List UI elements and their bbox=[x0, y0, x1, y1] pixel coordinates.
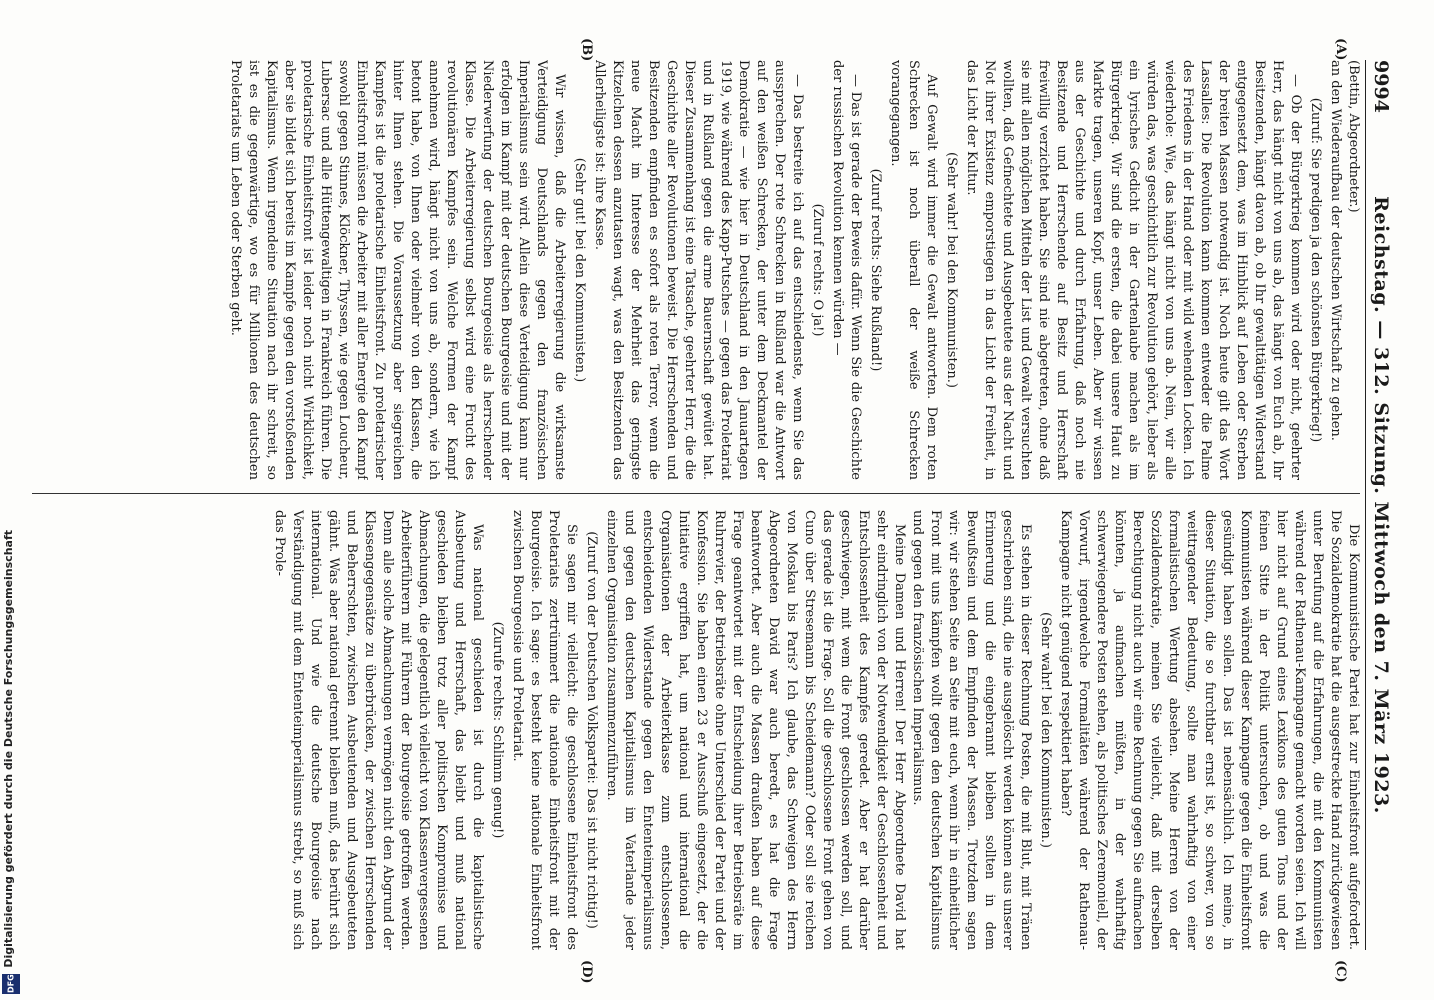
paragraph: Die Kommunistische Partei hat zur Einheitsfront aufgefordert. Die Sozialdemokratie hat die ausgestreckte Hand zurückgewiesen unter Berufung auf die Erfahrungen, die mit den Kommunisten während der Rathenau-Kampagne gemacht worden seien. Ich will hier nicht auf Grund eines Lexikons des guten Tons und der feinen Sitte in der Politik untersuchen, ob und was die Kommunisten während dieser Kampagne gegen die Einheitsfront gesündigt haben sollen. Das ist nebensächlich. Ich meine, in dieser Situation, die so furchtbar ernst ist, so schwer, von so weittragender Bedeutung, sollte man wahrhaftig von einer formalistischen Wertung absehen. Meine Herren von der Sozialdemokratie, meinen Sie vielleicht, daß mit derselben Berechtigung nicht auch wir eine Rechnung gegen Sie aufmachen könnten, ja aufmachen müßten, in der wahrhaftig schwerwiegendere Posten stehen, als politisches Zeremoniell, der Vorwurf, irgendwelche Formalitäten während der Rathenau-Kampagne nicht genügend respektiert haben? bbox=[1058, 510, 1361, 950]
interjection: (Zuruf: Sie predigen ja den schönsten Bürgerkrieg!) bbox=[1308, 97, 1323, 443]
page-number: 9994 bbox=[1370, 60, 1392, 113]
left-column bbox=[32, 60, 1362, 480]
paragraph: — Ob der Bürgerkrieg kommen wird oder nicht, geehrter Herr, das hängt nicht von uns ab, das hängt von Euch ab, Ihr Besitzenden, hängt davon ab, ob Ihr gewalttätigen Widerstand entgegensetzt dem, was im Hinblick auf Leben oder Sterben der breiten Massen notwendig ist. Noch heute gilt das Wort Lassalles: Die Revolution kann kommen entweder die Palme des Friedens in der Hand oder mit wild wehenden Locken. Ich wiederhole: Wie, das hängt nicht von uns ab. Nein, wir alle würden das, was geschichtlich zur Revolution gehört, lieber als ein lyrisches Gedicht in der Gartenlaube machen als im Bürgerkrieg. Wir sind die ersten, die dabei unsere Haut zu Markte tragen, unseren Kopf, unser Leben. Aber wir wissen aus der Geschichte und durch Erfahrung, daß noch nie Besitzende und Herrschende auf Besitz und Herrschaft freiwillig verzichtet haben. Sie sind nie abgetreten, ohne daß sie mit allen möglichen Mitteln der List und Gewalt versuchten wollten, daß Gefnechtete und Ausgebeutete aus der Nacht und Not ihrer Existenz emporstiegen in das Licht der Freiheit, in das Licht der Kultur. bbox=[964, 60, 1303, 480]
paragraph: Was national geschieden ist durch die kapitalistische Ausbeutung und Herrschaft, das bleibt und muß national geschieden bleiben trotz aller politischen Kompromisse und Abmachungen, die gelegentlich vielleicht von Klassenvergessenen Arbeiterführern mit Führern der Bourgeoisie getroffen werden. Denn alle solche Abmachungen vermögen nicht den Abgrund der Klassengegensätze zu überbrücken, der zwischen Herrschenden und Beherrschten, zwischen Ausbeutenden und Ausgebeuteten gähnt. Was aber national getrennt bleiben muß, das berührt sich international. Und wie die deutsche Bourgeoisie nach Verständigung mit dem Ententeimperialismus strebt, so muß sich das Prole- bbox=[272, 510, 485, 950]
column-divider bbox=[32, 493, 1360, 494]
header-title bbox=[1370, 60, 1392, 950]
right-column bbox=[32, 510, 1362, 950]
speaker-line: (Bettin, Abgeordneter.) bbox=[1346, 60, 1361, 213]
paragraph: — Das ist gerade der Beweis dafür. Wenn Sie die Geschichte der russischen Revolution kennen würden — bbox=[830, 60, 863, 480]
interjection: (Sehr gut! bei den Kommunisten.) bbox=[572, 157, 587, 383]
margin-marker-c: (C) bbox=[1333, 960, 1348, 983]
interjection: (Zurufe rechts: Schlimm genug!) bbox=[490, 621, 505, 839]
paragraph: — Das bestreite ich auf das entschiedenste, wenn Sie das aussprechen. Der rote Schrecken in Rußland war die Antwort auf den weißen Schrecken, der unter dem Deckmantel der Demokratie — wie hier in Deutschland in den Januartagen 1919, wie während des Kapp-Putsches — gegen das Proletariat und in Rußland gegen die arme Bauernschaft gewütet hat. Dieser Zusammenhang ist eine Tatsache, geehrter Herr, die die Geschichte aller Revolutionen beweist. Die Herrschenden und Besitzenden empfinden es sofort als roten Terror, wenn die neue Macht im Interesse der Mehrheit das geringste Kitzelchen dessen anzutasten wagt, was den Besitzenden das Allerheiligste ist: ihre Kasse. bbox=[592, 60, 805, 480]
funding-credit: Digitalisierung gefördert durch die Deutsche Forschungsgemeinschaft bbox=[2, 530, 15, 968]
digitization-footer bbox=[0, 0, 24, 1000]
interjection: (Sehr wahr! bei den Kommunisten.) bbox=[944, 152, 959, 388]
paragraph: Wir wissen, daß die Arbeiterregierung die wirksamste Verteidigung Deutschlands gegen den französischen Imperialismus sein wird. Allein diese Verteidigung kann nur erfolgen im Kampf mit der deutschen Bourgeoisie und mit der Niederwerfung der deutschen Bourgeoisie als herrschender Klasse. Die Arbeiterregierung selbst wird eine Frucht des revolutionären Kampfes sein. Welche Formen der Kampf annehmen wird, hängt nicht von uns ab, sondern, wie ich betont habe, von Ihnen oder vielmehr von den Klassen, die hinter Ihnen stehen. Die Voraussetzung aber siegreichen Kampfes ist die proletarische Einheitsfront. Zu proletarischer Einheitsfront müssen die Arbeiter mit aller Energie den Kampf sowohl gegen Stinnes, Klöckner, Thyssen, wie gegen Loucheur, Lubersac und alle Hüttengewaltigen in Frankreich führen. Die proletarische Einheitsfront ist leider noch nicht Wirklichkeit, aber sie bildet sich bereits im Kampfe gegen den vorstoßenden Kapitalismus. Wenn irgendeine Situation nach ihr schreit, so ist es die gegenwärtige, wo es für Millionen des deutschen Proletariats um Leben oder Sterben geht. bbox=[228, 60, 567, 480]
session-date: Mittwoch den 7. März 1923. bbox=[1370, 501, 1392, 814]
dfg-logo: DFG bbox=[2, 974, 20, 994]
margin-marker-a: (A) bbox=[1333, 38, 1348, 61]
interjection: (Sehr wahr! bei den Kommunisten.) bbox=[1038, 612, 1053, 848]
interjection: (Zuruf rechts: O ja!) bbox=[810, 203, 825, 337]
paragraph: Auf Gewalt wird immer die Gewalt antworten. Dem roten Schrecken ist noch überall der weiße Schrecken vorangegangen. bbox=[888, 60, 939, 480]
session-title: Reichstag. — 312. Sitzung. bbox=[1370, 196, 1392, 495]
margin-marker-d: (D) bbox=[579, 960, 594, 984]
interjection: (Zuruf rechts: Siehe Rußland!) bbox=[868, 168, 883, 372]
page-header bbox=[1365, 60, 1396, 950]
margin-marker-b: (B) bbox=[579, 38, 594, 62]
paragraph: an den Wiederaufbau der deutschen Wirtschaft zu gehen. bbox=[1328, 60, 1343, 441]
paragraph: Meine Damen und Herren! Der Herr Abgeordnete David hat sehr eindringlich von der Notwendigkeit der Geschlossenheit und Entschlossenheit des Kampfes geredet. Aber er hat darüber geschwiegen, mit wem die Front geschlossen werden soll, und das gerade ist die Frage. Soll die geschlossene Front gehen von Cuno über Stresemann bis Scheidemann? Oder soll sie reichen von Moskau bis Paris? Ich glaube, das Schweigen des Herrn Abgeordneten David war auch beredt, es hat die Frage beantwortet. Aber auch die Massen draußen haben auf diese Frage geantwortet mit der Entscheidung ihrer Betriebsräte im Ruhrrevier, der Betriebsräte ohne Unterschied der Partei und der Konfession. Sie haben einen 23 er Ausschuß eingesetzt, der die Initiative ergriffen hat, um national und international die Organisationen der Arbeiterklasse zum entschlossenen, entscheidenden Widerstande gegen den Ententeimperialismus und gegen den deutschen Kapitalismus im Vaterlande jeder einzelnen Organisation zusammenzuführen. bbox=[604, 510, 907, 950]
paragraph: Es stehen in dieser Rechnung Posten, die mit Blut, mit Tränen geschrieben sind, die nie ausgelöscht werden können aus unserer Erinnerung und die eingebrannt bleiben sollten in dem Bewußtsein und dem Empfinden der Massen. Trotzdem sagen wir: wir stehen Seite an Seite mit euch, wenn ihr in einheitlicher Front mit uns kämpfen wollt gegen den deutschen Kapitalismus und gegen den französischen Imperialismus. bbox=[910, 510, 1033, 950]
interjection: (Zuruf von der Deutschen Volkspartei: Das ist nicht richtig!) bbox=[584, 531, 599, 929]
paragraph: Sie sagen mir vielleicht: die geschlossene Einheitsfront des Proletariats zertrümmert die nationale Einheitsfront mit der Bourgeoisie. Ich sage: es besteht keine nationale Einheitsfront zwischen Bourgeoisie und Proletariat. bbox=[510, 510, 579, 950]
